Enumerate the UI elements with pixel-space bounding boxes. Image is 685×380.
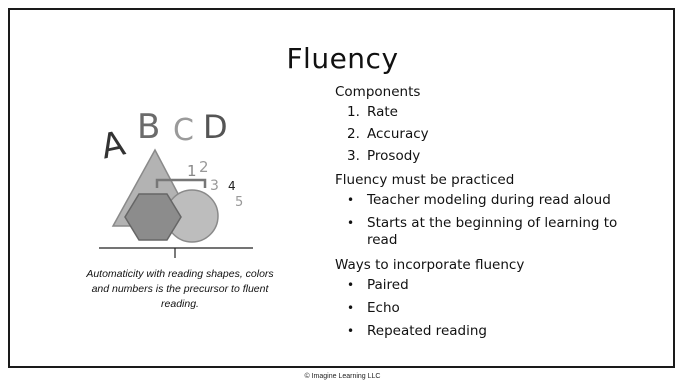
slide-content bbox=[335, 84, 645, 348]
item-number: 3. bbox=[347, 148, 360, 164]
bullet-list bbox=[335, 192, 645, 249]
item-text: Teacher modeling during read aloud bbox=[367, 192, 611, 208]
bullet-list bbox=[335, 277, 645, 340]
item-number: 2. bbox=[347, 126, 360, 142]
bullet-icon: • bbox=[347, 301, 355, 315]
item-number: 1. bbox=[347, 104, 360, 120]
list-item bbox=[335, 323, 645, 340]
number-1: 1 bbox=[187, 162, 197, 180]
section-ways bbox=[335, 257, 645, 340]
number-4: 4 bbox=[228, 179, 236, 193]
item-text: Starts at the beginning of learning to read bbox=[367, 215, 618, 248]
item-text: Prosody bbox=[367, 148, 421, 164]
number-5: 5 bbox=[235, 195, 244, 210]
number-3: 3 bbox=[210, 178, 219, 194]
number-2: 2 bbox=[199, 158, 209, 176]
list-item bbox=[335, 192, 645, 209]
section-title: Fluency must be practiced bbox=[335, 172, 515, 188]
copyright-footer: © Imagine Learning LLC bbox=[304, 373, 381, 380]
letter-a: A bbox=[97, 123, 129, 168]
bullet-icon: • bbox=[347, 324, 355, 338]
item-text: Echo bbox=[367, 300, 400, 316]
numbered-list bbox=[335, 104, 645, 164]
list-item bbox=[335, 300, 645, 317]
list-item bbox=[335, 277, 645, 294]
list-item bbox=[347, 104, 645, 120]
section-components bbox=[335, 84, 645, 164]
abc-shapes-illustration bbox=[95, 98, 265, 263]
item-text: Accuracy bbox=[367, 126, 429, 142]
item-text: Repeated reading bbox=[367, 323, 487, 339]
slide-title: Fluency bbox=[286, 42, 399, 75]
bullet-icon: • bbox=[347, 216, 355, 230]
letter-b: B bbox=[137, 107, 161, 147]
item-text: Rate bbox=[367, 104, 398, 120]
letter-c: C bbox=[173, 113, 194, 148]
section-practice bbox=[335, 172, 645, 249]
list-item bbox=[335, 215, 645, 249]
illustration-caption: Automaticity with reading shapes, colors and numbers is the precursor to fluent reading. bbox=[86, 268, 274, 310]
section-title: Components bbox=[335, 84, 421, 100]
bullet-icon: • bbox=[347, 193, 355, 207]
list-item bbox=[347, 148, 645, 164]
bullet-icon: • bbox=[347, 278, 355, 292]
list-item bbox=[347, 126, 645, 142]
section-title: Ways to incorporate fluency bbox=[335, 257, 525, 273]
item-text: Paired bbox=[367, 277, 409, 293]
letter-d: D bbox=[203, 108, 228, 146]
